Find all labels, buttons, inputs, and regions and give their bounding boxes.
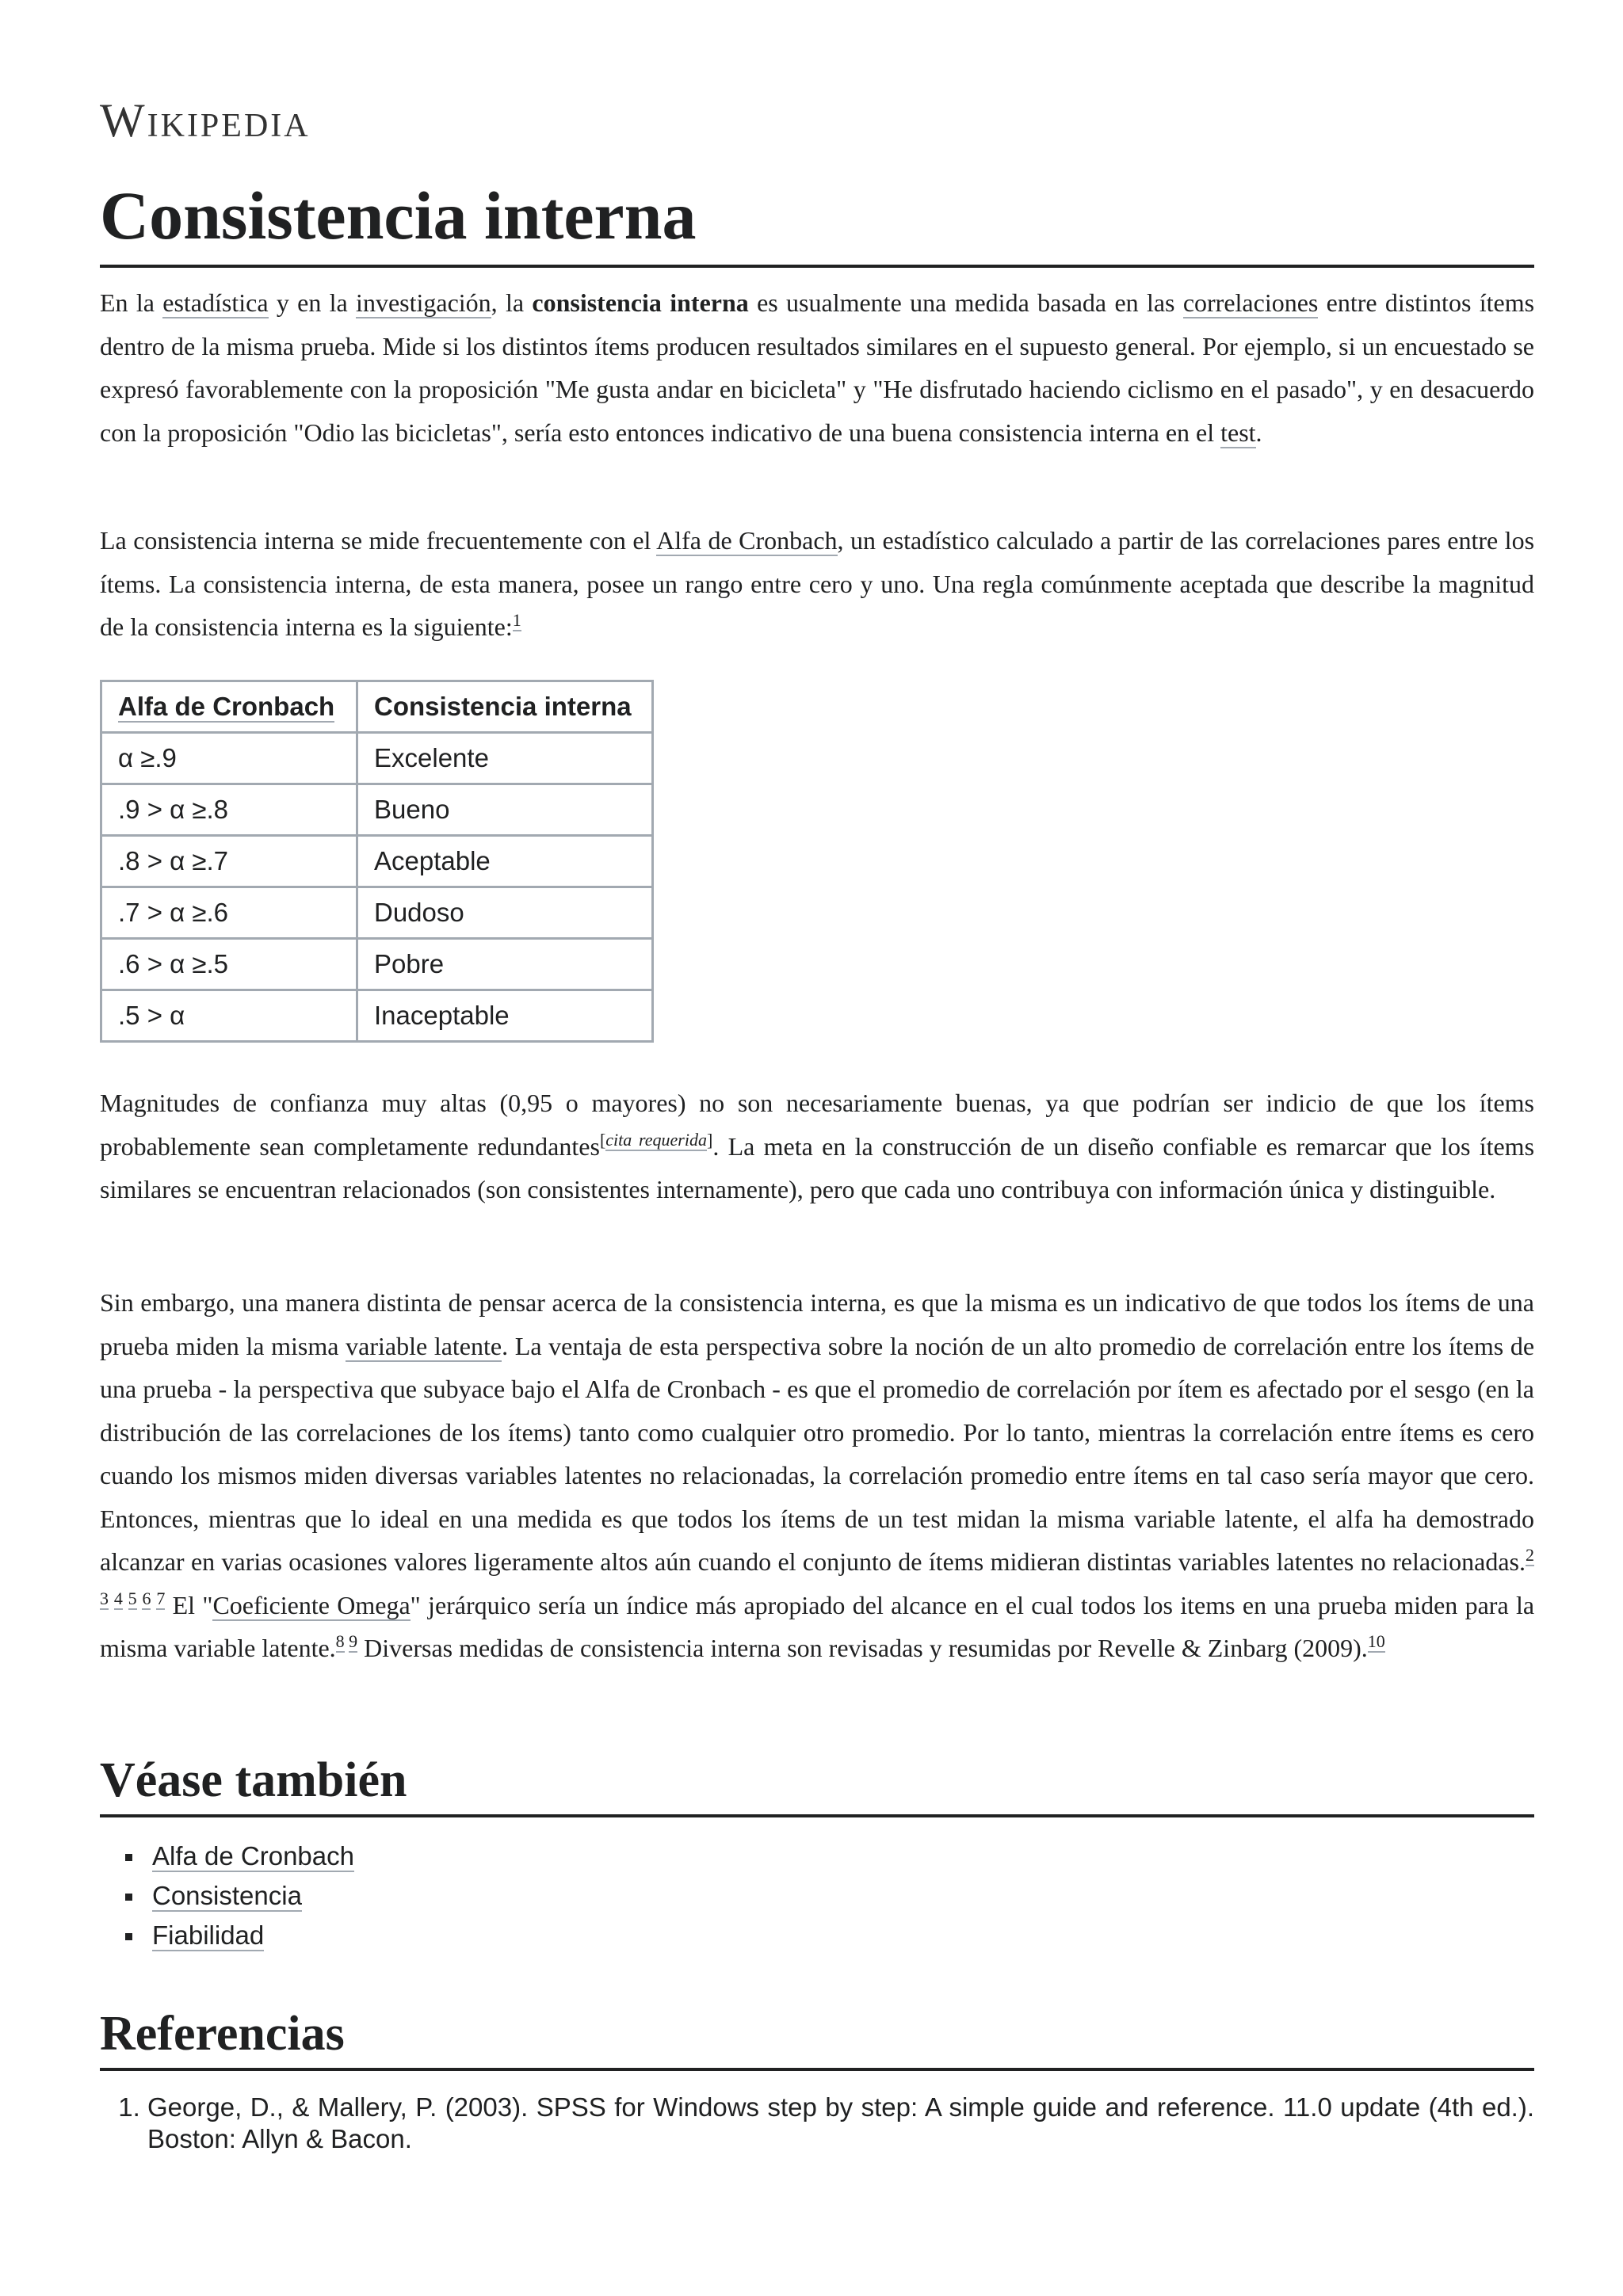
ref-5[interactable]: 5 (128, 1588, 137, 1608)
see-also-list (100, 1836, 354, 1955)
ref-7[interactable]: 7 (156, 1588, 166, 1608)
page-title: Consistencia interna (100, 176, 1534, 268)
table-header-alfa (101, 681, 357, 733)
link-variable-latente[interactable]: variable latente (346, 1331, 502, 1360)
ref-1[interactable]: 1 (512, 610, 521, 631)
cronbach-table (100, 680, 654, 1043)
table-row: .9 > α ≥.8 Bueno (101, 784, 653, 836)
ref-6[interactable]: 6 (142, 1588, 151, 1608)
link-alfa-de-cronbach[interactable]: Alfa de Cronbach (656, 526, 838, 555)
references-heading: Referencias (100, 2004, 1534, 2071)
paragraph-cronbach: La consistencia interna se mide frecuentemente con el Alfa de Cronbach, un estadístico calculado a partir de las correlaciones pares entre los ítems. La consistencia interna, de esta manera, posee un rango entre cero y uno. Una regla comúnmente aceptada que describe la magnitud de la consistencia interna es la siguiente:$^1$ (100, 526, 1535, 641)
ref-3[interactable]: 3 (100, 1588, 109, 1608)
link-coeficiente-omega[interactable]: Coeficiente Omega (212, 1590, 411, 1619)
paragraph-variable-latente: Sin embargo, una manera distinta de pensar acerca de la consistencia interna, es que la misma es un indicativo de que todos los ítems de una prueba miden la misma variable latente. La ventaja de esta perspectiva sobre la noción de un alto promedio de correlación entre los ítems de una prueba - la perspectiva que subyace bajo el Alfa de Cronbach - es que el promedio de correlación por ítem es afectado por el sesgo (en la distribución de las correlaciones de los ítems) tanto como cualquier otro promedio. Por lo tanto, mientras la correlación entre ítems es cero cuando los mismos miden diversas variables latentes no relacionadas, la correlación promedio entre ítems en tal caso sería mayor que cero. Entonces, mientras que lo ideal en una medida es que todos los ítems de un test midan la misma variable latente, el alfa ha demostrado alcanzar en varias ocasiones valores ligeramente altos aún cuando el conjunto de ítems midieran distintas variables latentes no relacionadas.$^{2 3 4 5 6 7}$ El "Coeficiente Omega" jerárquico sería un índice más apropiado del alcance en el cual todos los items en una prueba miden para la misma variable latente.$^{8 9}$ Diversas medidas de consistencia interna son revisadas y resumidas por Revelle & Zinbarg (2009).$^{10}$ (100, 1288, 1535, 1662)
table-header-consistencia: Consistencia interna (357, 681, 653, 733)
table-row: .6 > α ≥.5 Pobre (101, 939, 653, 990)
link-see-consistencia[interactable]: Consistencia (152, 1881, 302, 1910)
list-item (100, 1836, 354, 1876)
wikipedia-logo[interactable]: Wikipedia (100, 94, 311, 147)
table-row: .7 > α ≥.6 Dudoso (101, 887, 653, 939)
ref-4[interactable]: 4 (113, 1588, 123, 1608)
link-test[interactable]: test (1220, 418, 1256, 447)
citation-needed-link[interactable]: cita requerida (605, 1129, 707, 1150)
link-table-alfa[interactable]: Alfa de Cronbach (118, 692, 335, 721)
link-estadistica[interactable]: estadística (162, 288, 269, 317)
table-row: .5 > α Inaceptable (101, 990, 653, 1042)
ref-2[interactable]: 2 (1526, 1545, 1534, 1566)
paragraph-magnitudes: Magnitudes de confianza muy altas (0,95 o mayores) no son necesariamente buenas, ya que podrían ser indicio de que los ítems probablemente sean completamente redundantes[cita requerida]. La meta en la construcción de un diseño confiable es remarcar que los ítems similares se encuentran relacionados (son consistentes internamente), pero que cada uno contribuya con información única y distinguible. (100, 1089, 1535, 1203)
intro-paragraph: En la estadística y en la investigación, la consistencia interna es usualmente una medida basada en las correlaciones entre distintos ítems dentro de la misma prueba. Mide si los distintos ítems producen resultados similares en el supuesto general. Por ejemplo, si un encuestado se expresó favorablemente con la proposición "Me gusta andar en bicicleta" y "He disfrutado haciendo ciclismo en el pasado", y en desacuerdo con la proposición "Odio las bicicletas", sería esto entonces indicativo de una buena consistencia interna en el test. (100, 288, 1535, 447)
link-see-alfa-de-cronbach[interactable]: Alfa de Cronbach (152, 1841, 354, 1871)
link-see-fiabilidad[interactable]: Fiabilidad (152, 1920, 265, 1950)
link-correlaciones[interactable]: correlaciones (1182, 288, 1319, 317)
list-item (100, 1916, 354, 1955)
table-row: α ≥.9 Excelente (101, 733, 653, 784)
reference-item: 1. George, D., & Mallery, P. (2003). SPSS for Windows step by step: A simple guide and reference. 11.0 update (4th ed.). Boston: Allyn & Bacon. (147, 2092, 1534, 2155)
table-row: .8 > α ≥.7 Aceptable (101, 836, 653, 887)
ref-10[interactable]: 10 (1367, 1631, 1385, 1652)
see-also-heading: Véase también (100, 1751, 1534, 1817)
list-item (100, 1876, 354, 1916)
ref-8[interactable]: 8 (335, 1631, 345, 1652)
references-list (100, 2092, 1534, 2155)
link-investigacion[interactable]: investigación (356, 288, 491, 317)
bold-term: consistencia interna (532, 288, 749, 317)
ref-9[interactable]: 9 (349, 1631, 358, 1652)
